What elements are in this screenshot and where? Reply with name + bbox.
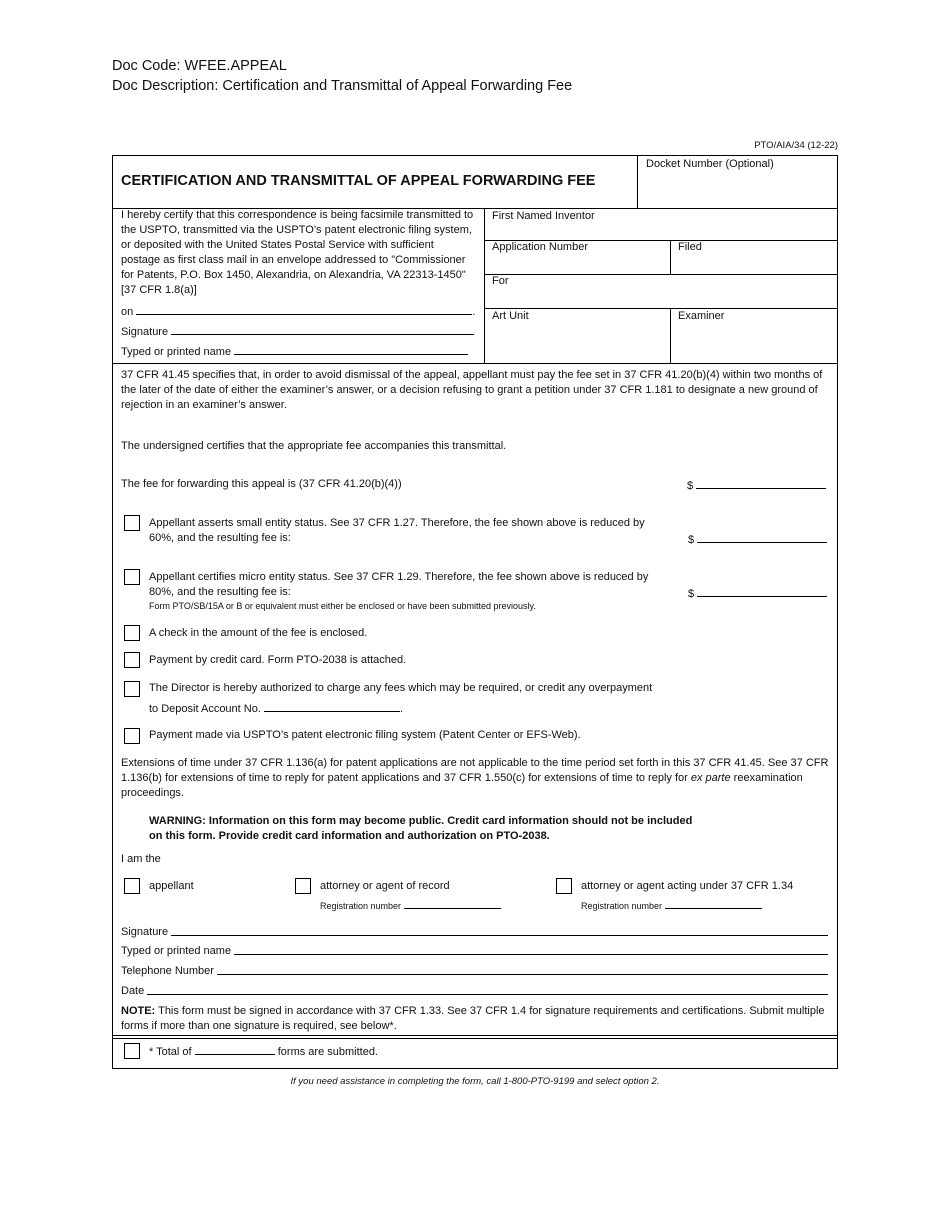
- signature-label: Signature: [121, 926, 169, 938]
- date-line: [147, 984, 828, 995]
- docket-label: Docket Number (Optional): [646, 158, 774, 170]
- dollar-sign: $: [687, 480, 694, 492]
- form-title: CERTIFICATION AND TRANSMITTAL OF APPEAL FORWARDING FEE: [121, 173, 596, 189]
- attorney-134-registration-field[interactable]: [581, 900, 762, 911]
- registration-label: Registration number: [581, 901, 663, 911]
- cert-text: I hereby certify that this correspondence is being facsimile transmitted to the USPTO, transmitted via the USPTO’s patent electronic filing system, or deposited with the United States Postal Service with sufficient postage as first class mail in an envelope addressed to "Commissioner for Patents, P.O. Box 1450, Alexandria, on Alexandria, VA 22313-1450" [37 CFR 1.8(a)]: [121, 209, 474, 296]
- assistance-note: If you need assistance in completing the form, call 1-800-PTO-9199 and select option 2.: [290, 1076, 660, 1087]
- small-entity-fee-field[interactable]: [688, 532, 827, 548]
- fee-amount-line: [696, 478, 826, 489]
- cert-typed-label: Typed or printed name: [121, 346, 232, 358]
- examiner-label: Examiner: [678, 310, 725, 322]
- note-body: This form must be signed in accordance with 37 CFR 1.33. See 37 CFR 1.4 for signature requirements and certifications. Submit multiple forms if more than one signature is required, see below*.: [121, 1005, 825, 1032]
- dollar-sign: $: [688, 588, 695, 600]
- credit-card-text: Payment by credit card. Form PTO-2038 is attached.: [149, 654, 407, 666]
- forms-submitted-label: forms are submitted.: [277, 1046, 378, 1058]
- warning-line-2: on this form. Provide credit card information and authorization on PTO-2038.: [149, 830, 550, 842]
- divider: [484, 308, 837, 309]
- fee-line: The fee for forwarding this appeal is (37 CFR 41.20(b)(4)): [121, 478, 402, 490]
- check-enclosed-text: A check in the amount of the fee is enclosed.: [149, 627, 368, 639]
- date-field[interactable]: [121, 984, 828, 999]
- app-number-label: Application Number: [492, 241, 588, 253]
- cert-on-label: on: [121, 306, 134, 318]
- filed-label: Filed: [678, 241, 702, 253]
- first-inventor-label: First Named Inventor: [492, 210, 595, 222]
- telephone-label: Telephone Number: [121, 965, 214, 977]
- extensions-text: [121, 756, 829, 801]
- director-auth-checkbox[interactable]: [124, 681, 140, 697]
- dollar-sign: $: [688, 534, 695, 546]
- para-4145: 37 CFR 41.45 specifies that, in order to avoid dismissal of the appeal, appellant must pay the fee set in 37 CFR 41.20(b)(4) within two months of the later of the date of either the examiner’s answer, or a decision refusing to grant a petition under 37 CFR 1.181 to designate a new ground of rejection in an examiner’s answer.: [121, 369, 823, 411]
- form-number: PTO/AIA/34 (12-22): [754, 140, 838, 151]
- telephone-line: [217, 964, 828, 975]
- total-forms-line: [195, 1044, 275, 1055]
- attorney-134-label: attorney or agent acting under 37 CFR 1.34: [581, 880, 794, 892]
- micro-entity-fee-field[interactable]: [688, 586, 827, 602]
- divider: [484, 208, 485, 363]
- small-entity-text: Appellant asserts small entity status. See 37 CFR 1.27. Therefore, the fee shown above is reduced by 60%, and the resulting fee is:: [149, 517, 645, 544]
- efs-payment-checkbox[interactable]: [124, 728, 140, 744]
- fee-amount-field[interactable]: [687, 478, 826, 494]
- cert-on-line: [136, 304, 472, 315]
- extensions-text-b: reexamination proceedings.: [121, 772, 803, 799]
- micro-entity-text: Appellant certifies micro entity status. See 37 CFR 1.29. Therefore, the fee shown above is reduced by 80%, and the resulting fee is:: [149, 571, 649, 598]
- art-unit-label: Art Unit: [492, 310, 529, 322]
- registration-label: Registration number: [320, 901, 402, 911]
- divider: [670, 240, 671, 274]
- signature-field[interactable]: [121, 925, 828, 940]
- attorney-record-checkbox[interactable]: [295, 878, 311, 894]
- signature-line: [171, 925, 828, 936]
- cert-on-field[interactable]: on .: [121, 306, 476, 318]
- warning-line-1: WARNING: Information on this form may become public. Credit card information should not be included: [149, 815, 693, 827]
- cert-signature-field[interactable]: [121, 324, 474, 340]
- note-text: [121, 1004, 829, 1034]
- micro-entity-checkbox[interactable]: [124, 569, 140, 585]
- attorney-record-registration-field[interactable]: [320, 900, 501, 911]
- telephone-field[interactable]: [121, 964, 828, 979]
- attorney-record-label: attorney or agent of record: [320, 880, 450, 892]
- i-am-the-label: I am the: [121, 853, 161, 865]
- extensions-ex-parte: ex parte: [690, 772, 731, 784]
- divider: [484, 274, 837, 275]
- date-label: Date: [121, 985, 145, 997]
- divider: [670, 308, 671, 363]
- docket-input[interactable]: [646, 175, 834, 203]
- total-forms-field[interactable]: [149, 1044, 378, 1060]
- divider: [637, 156, 638, 208]
- total-of-label: * Total of: [149, 1046, 192, 1058]
- appellant-label: appellant: [149, 880, 194, 892]
- small-entity-checkbox[interactable]: [124, 515, 140, 531]
- small-entity-fee-line: [697, 532, 827, 543]
- cert-typed-line: [234, 344, 468, 355]
- efs-payment-text: Payment made via USPTO’s patent electronic filing system (Patent Center or EFS-Web).: [149, 729, 581, 741]
- cert-typed-field[interactable]: [121, 344, 468, 360]
- registration-line: [404, 900, 501, 909]
- divider: [113, 1038, 837, 1039]
- registration-line: [665, 900, 762, 909]
- credit-card-checkbox[interactable]: [124, 652, 140, 668]
- cert-signature-line: [171, 324, 474, 335]
- typed-name-line: [234, 944, 828, 955]
- for-label: For: [492, 275, 509, 287]
- deposit-account-line: [264, 701, 400, 712]
- director-auth-text: The Director is hereby authorized to charge any fees which may be required, or credit any overpayment: [149, 682, 653, 694]
- appellant-checkbox[interactable]: [124, 878, 140, 894]
- deposit-account-label: to Deposit Account No.: [149, 703, 261, 715]
- extensions-text-a: Extensions of time under 37 CFR 1.136(a) for patent applications are not applicable to the time period set forth in this 37 CFR 41.45. See 37 CFR 1.136(b) for extensions of time to reply for patent applications and 37 CFR 1.550(c) for extensions of time to reply for: [121, 757, 829, 784]
- undersigned-text: The undersigned certifies that the appropriate fee accompanies this transmittal.: [121, 440, 507, 452]
- cert-signature-label: Signature: [121, 326, 169, 338]
- typed-name-label: Typed or printed name: [121, 945, 232, 957]
- micro-entity-note: Form PTO/SB/15A or B or equivalent must either be enclosed or have been submitted previously.: [149, 601, 536, 611]
- attorney-134-checkbox[interactable]: [556, 878, 572, 894]
- typed-name-field[interactable]: [121, 944, 828, 959]
- doc-description: Doc Description: Certification and Transmittal of Appeal Forwarding Fee: [112, 78, 573, 94]
- total-forms-checkbox[interactable]: [124, 1043, 140, 1059]
- divider: [113, 1035, 837, 1036]
- micro-entity-fee-line: [697, 586, 827, 597]
- check-enclosed-checkbox[interactable]: [124, 625, 140, 641]
- deposit-account-field[interactable]: to Deposit Account No. .: [149, 703, 404, 715]
- doc-code: Doc Code: WFEE.APPEAL: [112, 58, 287, 74]
- divider: [113, 363, 837, 364]
- note-label: NOTE:: [121, 1005, 156, 1017]
